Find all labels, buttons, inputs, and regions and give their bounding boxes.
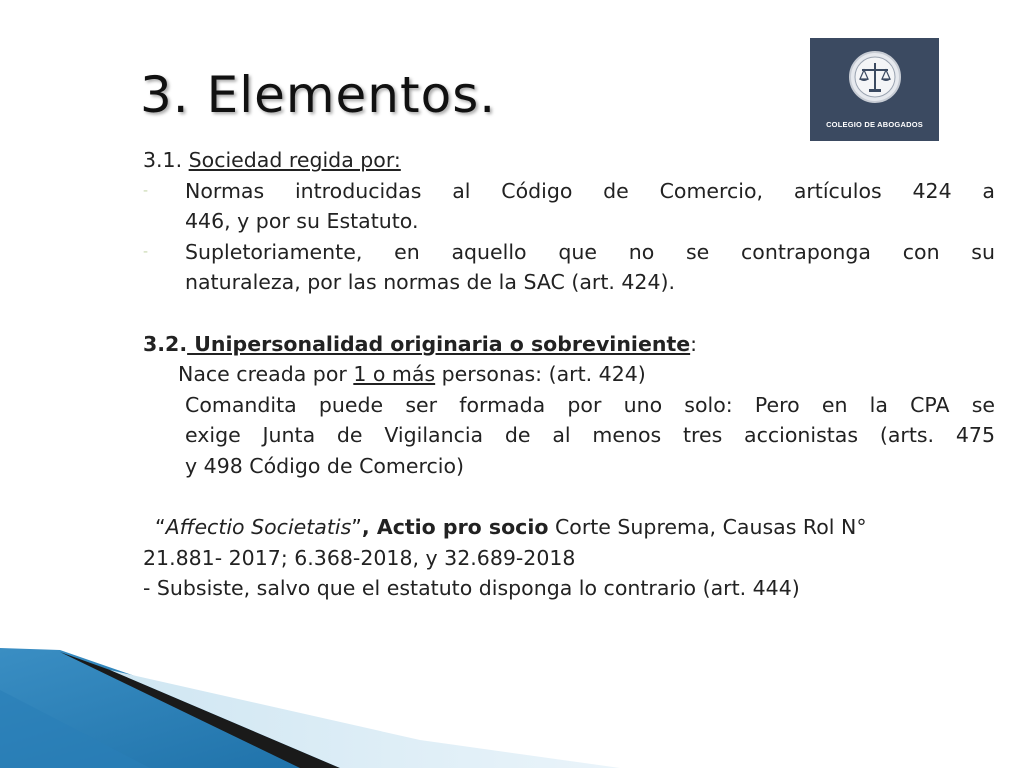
open-quote: “ — [155, 515, 166, 540]
paragraph-line: - Subsiste, salvo que el estatuto disponga lo contrario (art. 444) — [143, 576, 800, 601]
bullet-marker: - — [143, 182, 149, 199]
close-quote: ” — [351, 515, 362, 540]
bullet-text: Supletoriamente, en aquello que no se contraponga con su — [185, 239, 995, 264]
paragraph-line: 21.881- 2017; 6.368-2018, y 32.689-2018 — [143, 545, 576, 570]
text-run: Comandita puede ser formada por uno solo: Pero en la CPA se — [185, 392, 995, 417]
text-run-underlined: 1 o más — [353, 362, 436, 387]
actio-pro-socio: , Actio pro socio — [361, 515, 549, 540]
text-run: Nace creada por — [178, 362, 354, 387]
bullet-continuation: 446, y por su Estatuto. — [185, 209, 419, 234]
logo-text: COLEGIO DE ABOGADOS — [826, 120, 923, 129]
section-number: 3.1. — [143, 148, 189, 172]
heading-colon: : — [690, 331, 698, 356]
slide-title: 3. Elementos. — [140, 66, 497, 124]
text-run: exige Junta de Vigilancia de al menos tres accionistas (arts. 475 — [185, 423, 995, 448]
bullet-text: Normas introducidas al Código de Comercio, artículos 424 a — [185, 178, 995, 203]
bullet-marker: - — [143, 243, 149, 260]
section-number: 3.2. — [143, 331, 188, 356]
paragraph-line: y 498 Código de Comercio) — [185, 453, 464, 478]
text-run: Corte Suprema, Causas Rol N° — [548, 515, 867, 540]
section-heading: Sociedad regida por: — [188, 148, 401, 172]
section-heading: Unipersonalidad originaria o sobreviniente — [187, 331, 691, 356]
text-run: personas: (art. 424) — [435, 362, 646, 387]
bullet-continuation: naturaleza, por las normas de la SAC (art. 424). — [185, 270, 676, 295]
affectio-societatis: Affectio Societatis — [165, 515, 352, 540]
